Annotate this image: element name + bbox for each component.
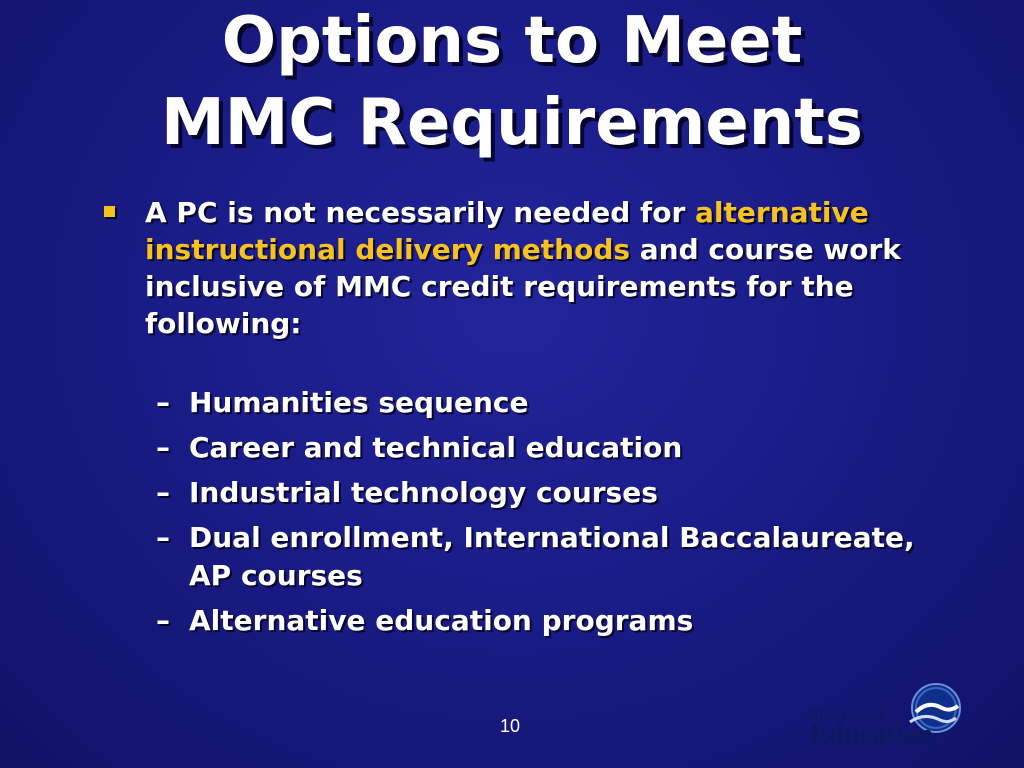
bullet-text-part-2: and course work inclusive of MMC credit requirements for the following: (145, 233, 901, 340)
sub-bullet-text: Dual enrollment, International Baccalaureate, AP courses (189, 521, 915, 592)
dash-bullet-icon: – (156, 521, 170, 554)
sub-bullet-item (156, 474, 916, 512)
sub-bullet-text: Alternative education programs (189, 604, 694, 637)
dash-bullet-icon: – (156, 604, 170, 637)
dash-bullet-icon: – (156, 431, 170, 464)
sub-bullet-item (156, 519, 916, 595)
sub-bullet-item (156, 384, 916, 422)
sub-bullet-item (156, 602, 916, 640)
square-bullet-icon (104, 206, 115, 217)
logo-michigan-text: MICHIGAN (806, 706, 885, 723)
michigan-education-logo (806, 682, 966, 752)
sub-bullet-text: Humanities sequence (189, 386, 529, 419)
bullet-text-part-1: A PC is not necessarily needed for (145, 196, 696, 229)
logo-education-text: Education (810, 719, 933, 750)
slide-title-line-2: MMC Requirements (161, 86, 863, 160)
sub-bullet-item (156, 429, 916, 467)
dash-bullet-icon: – (156, 386, 170, 419)
slide-title (0, 0, 1024, 164)
dash-bullet-icon: – (156, 476, 170, 509)
bullet-highlight: alternative instructional delivery methods (145, 196, 869, 266)
slide-title-line-1: Options to Meet (221, 4, 803, 78)
main-bullet-text (145, 194, 905, 342)
sub-bullet-text: Industrial technology courses (189, 476, 658, 509)
sub-bullet-list (156, 384, 916, 647)
sub-bullet-text: Career and technical education (189, 431, 683, 464)
page-number: 10 (499, 716, 521, 736)
